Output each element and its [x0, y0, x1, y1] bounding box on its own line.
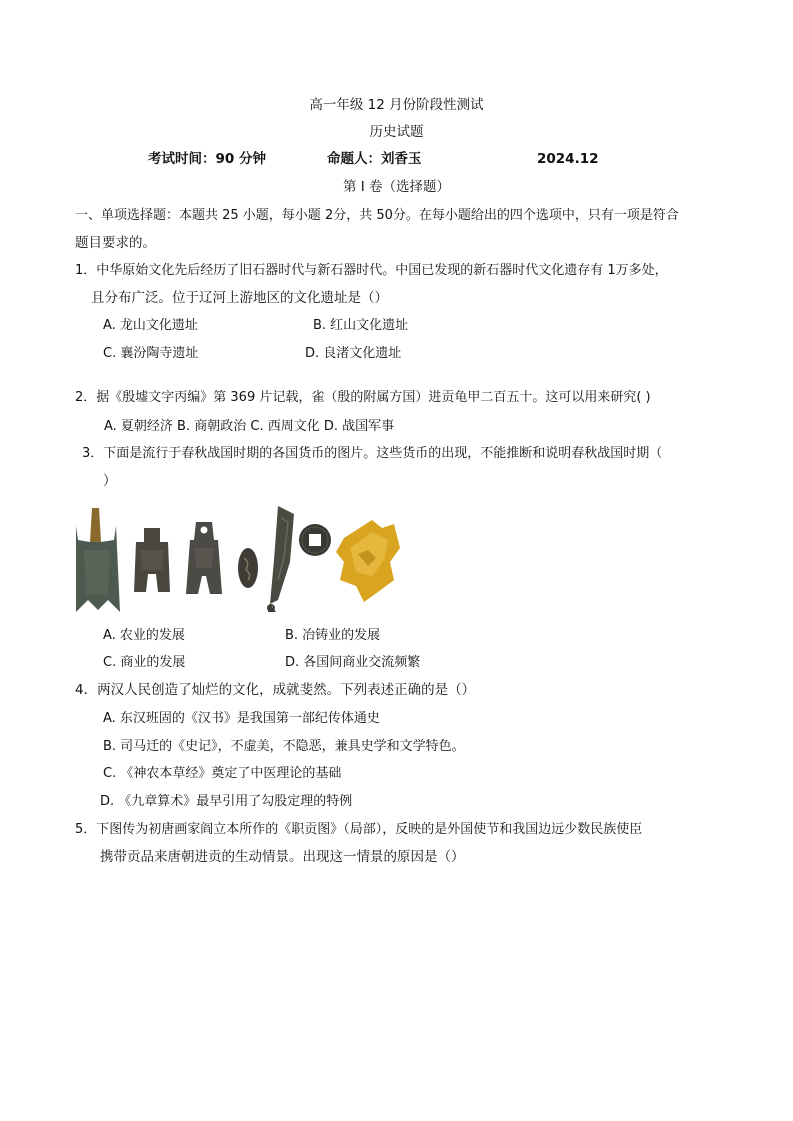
- question-3-line2: ）: [103, 473, 117, 489]
- question-1-option-b: B. 红山文化遗址: [313, 318, 409, 333]
- question-3-option-d: D. 各国间商业交流频繁: [285, 655, 421, 670]
- exam-title: 高一年级 12 月份阶段性测试: [309, 97, 484, 113]
- question-5-line2: 携带贡品来唐朝进贡的生动情景。出现这一情景的原因是（）: [100, 849, 465, 865]
- question-3-line1: 3．下面是流行于春秋战国时期的各国货币的图片。这些货币的出现，不能推断和说明春秋战国时期（: [82, 446, 663, 461]
- spade-coin-icon: [76, 508, 120, 612]
- question-1-option-c: C. 襄汾陶寺遗址: [103, 346, 199, 361]
- question-1-option-d: D. 良渚文化遗址: [305, 346, 402, 361]
- subject-title: 历史试题: [369, 124, 424, 140]
- author: 命题人：刘香玉: [327, 151, 422, 167]
- question-5-line1: 5．下图传为初唐画家阎立本所作的《职贡图》（局部），反映的是外国使节和我国边远少数民族使臣: [75, 822, 643, 837]
- question-2-line1: 2．据《殷墟文字丙编》第 369 片记载，雀（殷的附属方国）进贡龟甲二百五十。这可以用来研究( ): [75, 390, 651, 405]
- question-4-option-c: C. 《神农本草经》奠定了中医理论的基础: [103, 766, 342, 781]
- instructions-line1: 一、单项选择题：本题共 25 小题，每小题 2分，共 50分。在每小题给出的四个选项中，只有一项是符合: [75, 208, 679, 223]
- question-4-option-b: B. 司马迁的《史记》，不虚美，不隐恶，兼具史学和文学特色。: [103, 739, 465, 754]
- gold-plate-icon: [336, 520, 400, 602]
- question-2-options: A. 夏朝经济 B. 商朝政治 C. 西周文化 D. 战国军事: [104, 419, 395, 434]
- question-4-option-a: A. 东汉班固的《汉书》是我国第一部纪传体通史: [103, 711, 380, 726]
- instructions-line2: 题目要求的。: [75, 235, 156, 251]
- question-1-line2: 且分布广泛。位于辽河上游地区的文化遗址是（）: [91, 290, 388, 306]
- round-coin-icon: [299, 524, 331, 556]
- question-4-line1: 4．两汉人民创造了灿烂的文化，成就斐然。下列表述正确的是（）: [75, 682, 476, 698]
- question-3-option-a: A. 农业的发展: [103, 628, 185, 643]
- question-3-option-b: B. 冶铸业的发展: [285, 628, 381, 643]
- ancient-coins-image: [72, 500, 402, 615]
- knife-coin-icon: [268, 506, 294, 612]
- section-title: 第 I 卷（选择题）: [342, 179, 451, 195]
- ant-nose-coin-icon: [238, 548, 258, 588]
- square-spade-coin-icon: [134, 528, 170, 592]
- question-1-option-a: A. 龙山文化遗址: [103, 318, 198, 333]
- exam-time: 考试时间：90 分钟: [148, 151, 266, 167]
- question-1-line1: 1．中华原始文化先后经历了旧石器时代与新石器时代。中国已发现的新石器时代文化遗存有 1万多处，: [75, 263, 668, 278]
- question-4-option-d: D. 《九章算术》最早引用了勾股定理的特例: [100, 794, 353, 809]
- pointed-spade-coin-icon: [186, 522, 222, 594]
- exam-date: 2024.12: [537, 151, 599, 167]
- question-3-option-c: C. 商业的发展: [103, 655, 186, 670]
